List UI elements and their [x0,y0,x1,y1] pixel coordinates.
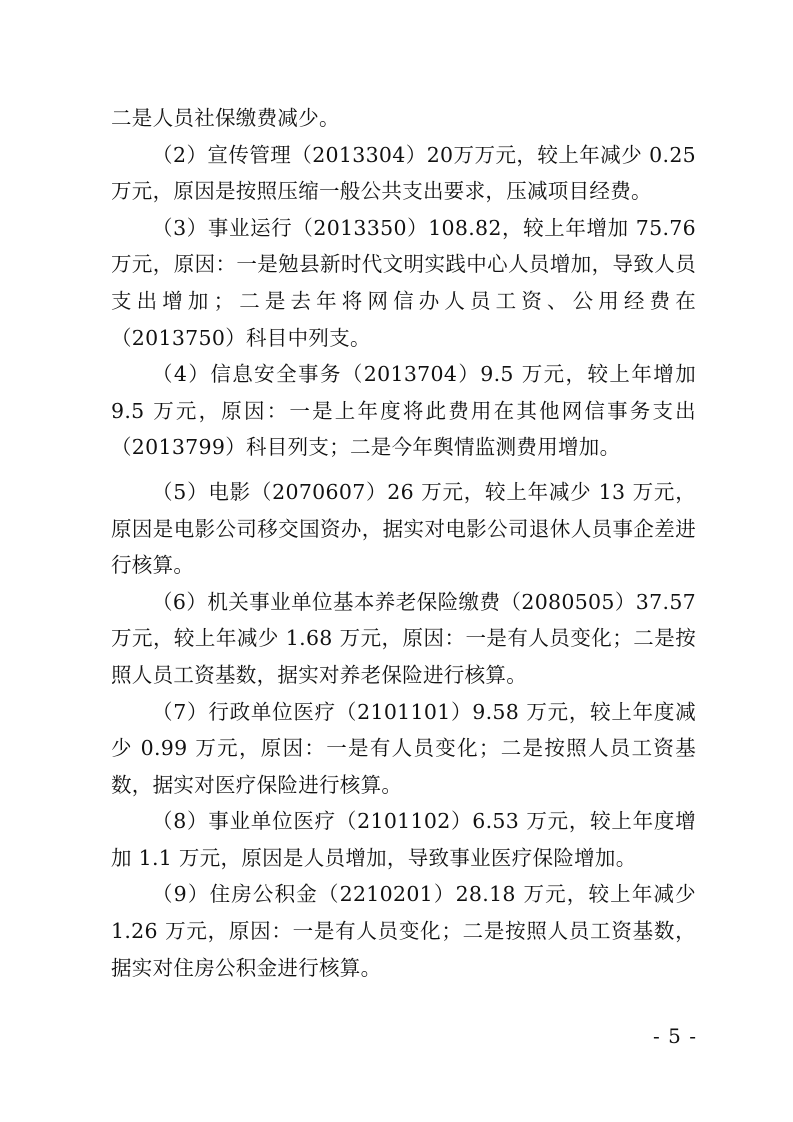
paragraph-continuation: 二是人员社保缴费减少。 [111,106,340,130]
page-number: - 5 - [653,1024,697,1048]
paragraph-item-5: （5）电影（2070607）26 万元，较上年减少 13 万元，原因是电影公司移交国资办，据实对电影公司退休人员事企差进行核算。 [111,479,696,578]
paragraph-item-2: （2）宣传管理（2013304）20万万元，较上年减少 0.25 万元，原因是按照压缩一般公共支出要求，压减项目经费。 [111,142,696,204]
paragraph-item-3: （3）事业运行（2013350）108.82，较上年增加 75.76 万元，原因：一是勉县新时代文明实践中心人员增加，导致人员支出增加；二是去年将网信办人员工资、公用经费在（2013750）科目中列支。 [111,215,696,350]
paragraph-item-6: （6）机关事业单位基本养老保险缴费（2080505）37.57 万元，较上年减少 1.68 万元，原因：一是有人员变化；二是按照人员工资基数，据实对养老保险进行核算。 [111,589,696,687]
paragraph-item-4: （4）信息安全事务（2013704）9.5 万元，较上年增加 9.5 万元，原因：一是上年度将此费用在其他网信事务支出（2013799）科目列支；二是今年舆情监测费用增加。 [111,362,696,460]
body-text [111,100,696,986]
paragraph-item-7: （7）行政单位医疗（2101101）9.58 万元，较上年度减少 0.99 万元，原因：一是有人员变化；二是按照人员工资基数，据实对医疗保险进行核算。 [111,699,696,797]
paragraph-item-8: （8）事业单位医疗（2101102）6.53 万元，较上年度增加 1.1 万元，原因是人员增加，导致事业医疗保险增加。 [111,809,696,870]
paragraph-item-9: （9）住房公积金（2210201）28.18 万元，较上年减少 1.26 万元，原因：一是有人员变化；二是按照人员工资基数，据实对住房公积金进行核算。 [111,882,696,980]
